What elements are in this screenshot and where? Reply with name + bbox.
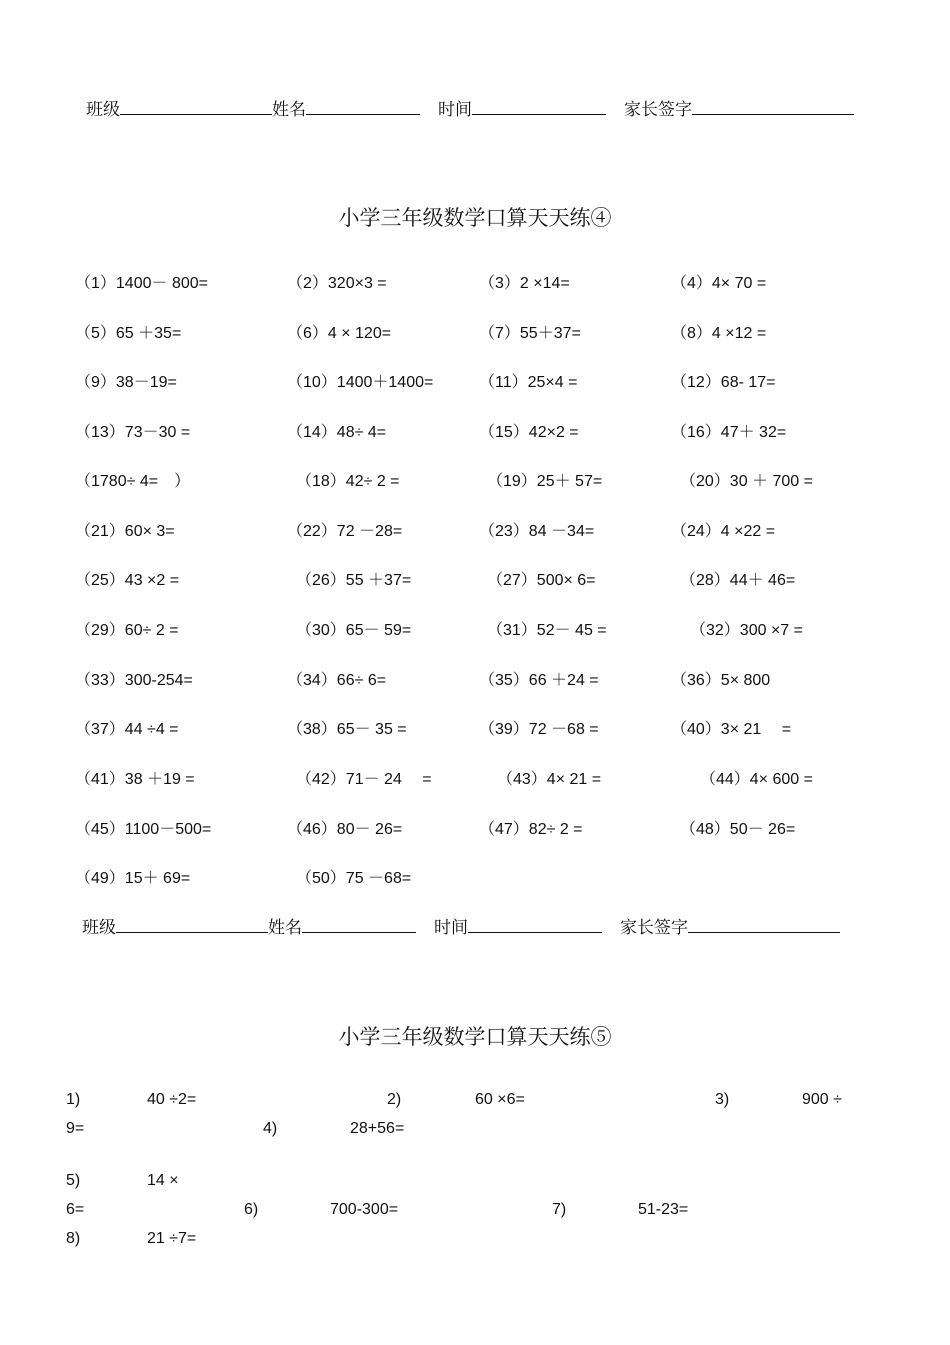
problem-38: （38）65－ 35 = xyxy=(287,721,407,738)
s5-num-7: 7) xyxy=(552,1201,567,1218)
problem-25: （25）43 ×2 = xyxy=(75,572,180,589)
name-blank[interactable] xyxy=(302,918,416,933)
s5-expr-3b: 9= xyxy=(66,1120,85,1137)
problem-20: （20）30 ＋ 700 = xyxy=(680,473,813,490)
problem-15: （15）42×2 = xyxy=(479,424,579,441)
problem-10: （10）1400＋1400= xyxy=(287,374,434,391)
time-label: 时间 xyxy=(438,100,472,120)
s5-expr-8: 21 ÷7= xyxy=(147,1230,197,1247)
s5-expr-2: 60 ×6= xyxy=(475,1091,525,1108)
problem-41: （41）38 ＋19 = xyxy=(75,771,195,788)
class-label: 班级 xyxy=(82,918,116,938)
problem-3: （3）2 ×14= xyxy=(479,275,570,292)
s5-num-5: 5) xyxy=(66,1172,81,1189)
problem-39: （39）72 －68 = xyxy=(479,721,599,738)
parent-signature-label: 家长签字 xyxy=(620,918,688,938)
problem-36: （36）5× 800 xyxy=(671,672,771,689)
problem-37: （37）44 ÷4 = xyxy=(75,721,179,738)
problem-9: （9）38－19= xyxy=(75,374,177,391)
problem-48: （48）50－ 26= xyxy=(680,821,796,838)
s5-num-4: 4) xyxy=(263,1120,278,1137)
s5-expr-4: 28+56= xyxy=(350,1120,405,1137)
problem-12: （12）68- 17= xyxy=(671,374,776,391)
problem-35: （35）66 ＋24 = xyxy=(479,672,599,689)
name-label: 姓名 xyxy=(268,918,302,938)
s5-num-8: 8) xyxy=(66,1230,81,1247)
s5-num-2: 2) xyxy=(387,1091,402,1108)
s5-num-3: 3) xyxy=(715,1091,730,1108)
time-blank[interactable] xyxy=(472,100,606,115)
problem-34: （34）66÷ 6= xyxy=(287,672,387,689)
time-label: 时间 xyxy=(434,918,468,938)
problem-17: （1780÷ 4= ） xyxy=(75,473,191,490)
problem-18: （18）42÷ 2 = xyxy=(296,473,400,490)
problem-49: （49）15＋ 69= xyxy=(75,870,191,887)
s5-num-1: 1) xyxy=(66,1091,81,1108)
header-row-top xyxy=(86,95,854,120)
s5-expr-6: 700-300= xyxy=(330,1201,399,1218)
problem-11: （11）25×4 = xyxy=(479,374,578,391)
problem-28: （28）44＋ 46= xyxy=(680,572,796,589)
problem-27: （27）500× 6= xyxy=(487,572,596,589)
problem-29: （29）60÷ 2 = xyxy=(75,622,179,639)
s5-expr-5b: 6= xyxy=(66,1201,85,1218)
parent-signature-label: 家长签字 xyxy=(624,100,692,120)
s5-expr-5a: 14 × xyxy=(147,1172,179,1189)
class-blank[interactable] xyxy=(116,918,268,933)
problem-40: （40）3× 21 = xyxy=(671,721,792,738)
problem-21: （21）60× 3= xyxy=(75,523,175,540)
problem-13: （13）73－30 = xyxy=(75,424,191,441)
s5-expr-3a: 900 ÷ xyxy=(802,1091,842,1108)
problem-2: （2）320×3 = xyxy=(287,275,387,292)
problem-16: （16）47＋ 32= xyxy=(671,424,787,441)
problem-1: （1）1400－ 800= xyxy=(75,275,208,292)
problem-14: （14）48÷ 4= xyxy=(287,424,387,441)
parent-signature-blank[interactable] xyxy=(692,100,854,115)
problem-47: （47）82÷ 2 = xyxy=(479,821,583,838)
name-label: 姓名 xyxy=(272,100,306,120)
s5-num-6: 6) xyxy=(244,1201,259,1218)
problem-32: （32）300 ×7 = xyxy=(690,622,803,639)
problem-46: （46）80－ 26= xyxy=(287,821,403,838)
problem-23: （23）84 －34= xyxy=(479,523,595,540)
class-label: 班级 xyxy=(86,100,120,120)
problem-44: （44）4× 600 = xyxy=(700,771,813,788)
s5-expr-1: 40 ÷2= xyxy=(147,1091,197,1108)
name-blank[interactable] xyxy=(306,100,420,115)
problem-26: （26）55 ＋37= xyxy=(296,572,412,589)
parent-signature-blank[interactable] xyxy=(688,918,840,933)
header-row-bottom xyxy=(82,913,840,938)
problem-31: （31）52－ 45 = xyxy=(487,622,607,639)
problem-50: （50）75 －68= xyxy=(296,870,412,887)
problem-22: （22）72 －28= xyxy=(287,523,403,540)
problem-30: （30）65－ 59= xyxy=(296,622,412,639)
problem-42: （42）71－ 24 = xyxy=(296,771,432,788)
problem-33: （33）300-254= xyxy=(75,672,193,689)
section5-title: 小学三年级数学口算天天练⑤ xyxy=(338,1025,612,1049)
s5-expr-7: 51-23= xyxy=(638,1201,689,1218)
class-blank[interactable] xyxy=(120,100,272,115)
problem-43: （43）4× 21 = xyxy=(497,771,602,788)
problem-4: （4）4× 70 = xyxy=(671,275,767,292)
problem-8: （8）4 ×12 = xyxy=(671,325,767,342)
problem-6: （6）4 × 120= xyxy=(287,325,392,342)
section4-title: 小学三年级数学口算天天练④ xyxy=(338,206,612,230)
problem-5: （5）65 ＋35= xyxy=(75,325,182,342)
time-blank[interactable] xyxy=(468,918,602,933)
problem-19: （19）25＋ 57= xyxy=(487,473,603,490)
problem-7: （7）55＋37= xyxy=(479,325,581,342)
problem-24: （24）4 ×22 = xyxy=(671,523,776,540)
problem-45: （45）1100－500= xyxy=(75,821,212,838)
